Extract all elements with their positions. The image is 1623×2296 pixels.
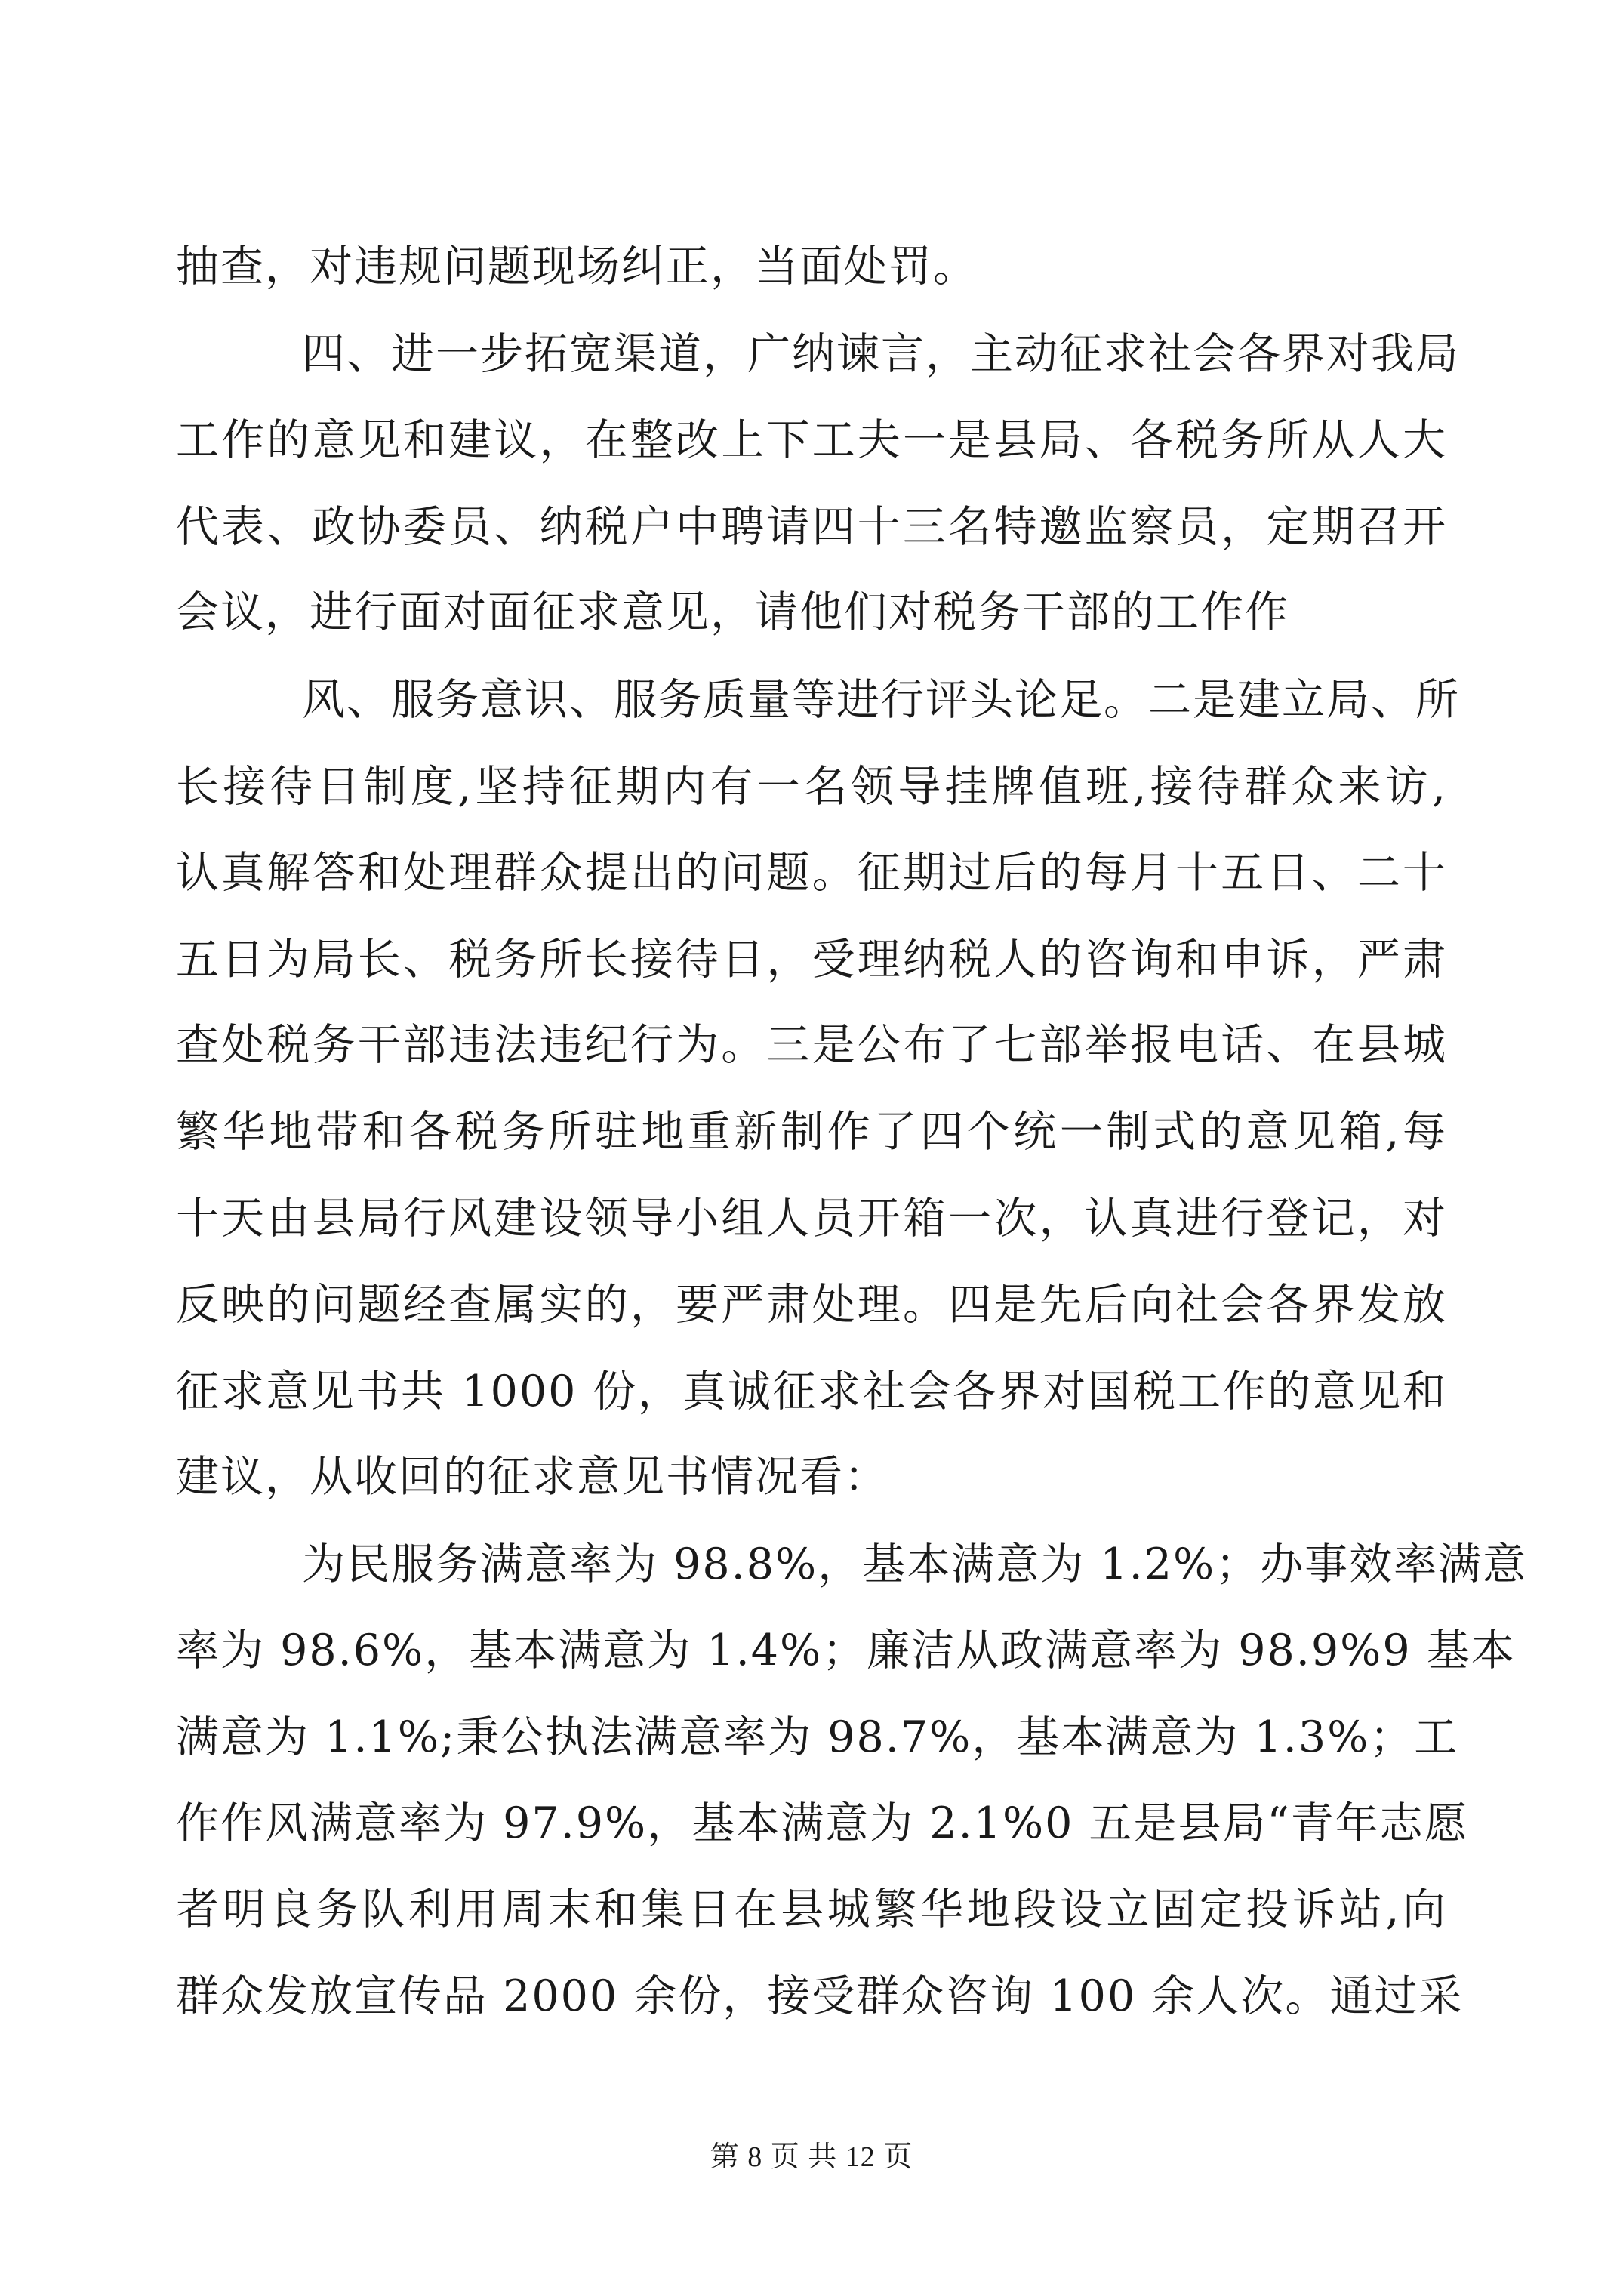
text-line-14: 征求意见书共 1000 份，真诚征求社会各界对国税工作的意见和 — [176, 1367, 1447, 1416]
text-line-21: 群众发放宣传品 2000 余份，接受群众咨询 100 余人次。通过采 — [176, 1971, 1464, 2021]
text-line-19: 作作风满意率为 97.9%，基本满意为 2.1%0 五是县局“青年志愿 — [176, 1798, 1469, 1848]
text-line-18: 满意为 1.1%;秉公执法满意率为 98.7%，基本满意为 1.3%；工 — [176, 1712, 1459, 1762]
text-line-12: 十天由县局行风建设领导小组人员开箱一次，认真进行登记，对 — [176, 1194, 1447, 1244]
text-line-6: 风、服务意识、服务质量等进行评头论足。二是建立局、所 — [302, 675, 1460, 725]
text-line-20: 者明良务队利用周末和集日在县城繁华地段设立固定投诉站,向 — [176, 1885, 1447, 1934]
text-line-17: 率为 98.6%，基本满意为 1.4%；廉洁从政满意率为 98.9%9 基本 — [176, 1626, 1516, 1675]
text-line-16: 为民服务满意率为 98.8%，基本满意为 1.2%；办事效率满意 — [302, 1539, 1528, 1589]
text-line-13: 反映的问题经查属实的，要严肃处理。四是先后向社会各界发放 — [176, 1280, 1447, 1330]
text-line-3: 工作的意见和建议，在整改上下工夫一是县局、各税务所从人大 — [176, 415, 1447, 465]
text-line-11: 繁华地带和各税务所驻地重新制作了四个统一制式的意见箱,每 — [176, 1107, 1447, 1157]
text-line-15: 建议，从收回的征求意见书情况看： — [176, 1452, 888, 1502]
text-line-5: 会议，进行面对面征求意见，请他们对税务干部的工作作 — [176, 587, 1289, 637]
text-line-9: 五日为局长、税务所长接待日，受理纳税人的咨询和申诉，严肃 — [176, 935, 1447, 985]
text-line-2: 四、进一步拓宽渠道，广纳谏言，主动征求社会各界对我局 — [302, 329, 1460, 379]
text-line-8: 认真解答和处理群众提出的问题。征期过后的每月十五日、二十 — [176, 848, 1447, 898]
text-line-10: 查处税务干部违法违纪行为。三是公布了七部举报电话、在县城 — [176, 1020, 1447, 1070]
text-line-7: 长接待日制度,坚持征期内有一名领导挂牌值班,接待群众来访, — [176, 762, 1447, 812]
page-footer: 第 8 页 共 12 页 — [710, 2141, 913, 2173]
text-line-1: 抽查，对违规问题现场纠正，当面处罚。 — [176, 242, 978, 291]
text-line-4: 代表、政协委员、纳税户中聘请四十三名特邀监察员，定期召开 — [176, 502, 1447, 552]
